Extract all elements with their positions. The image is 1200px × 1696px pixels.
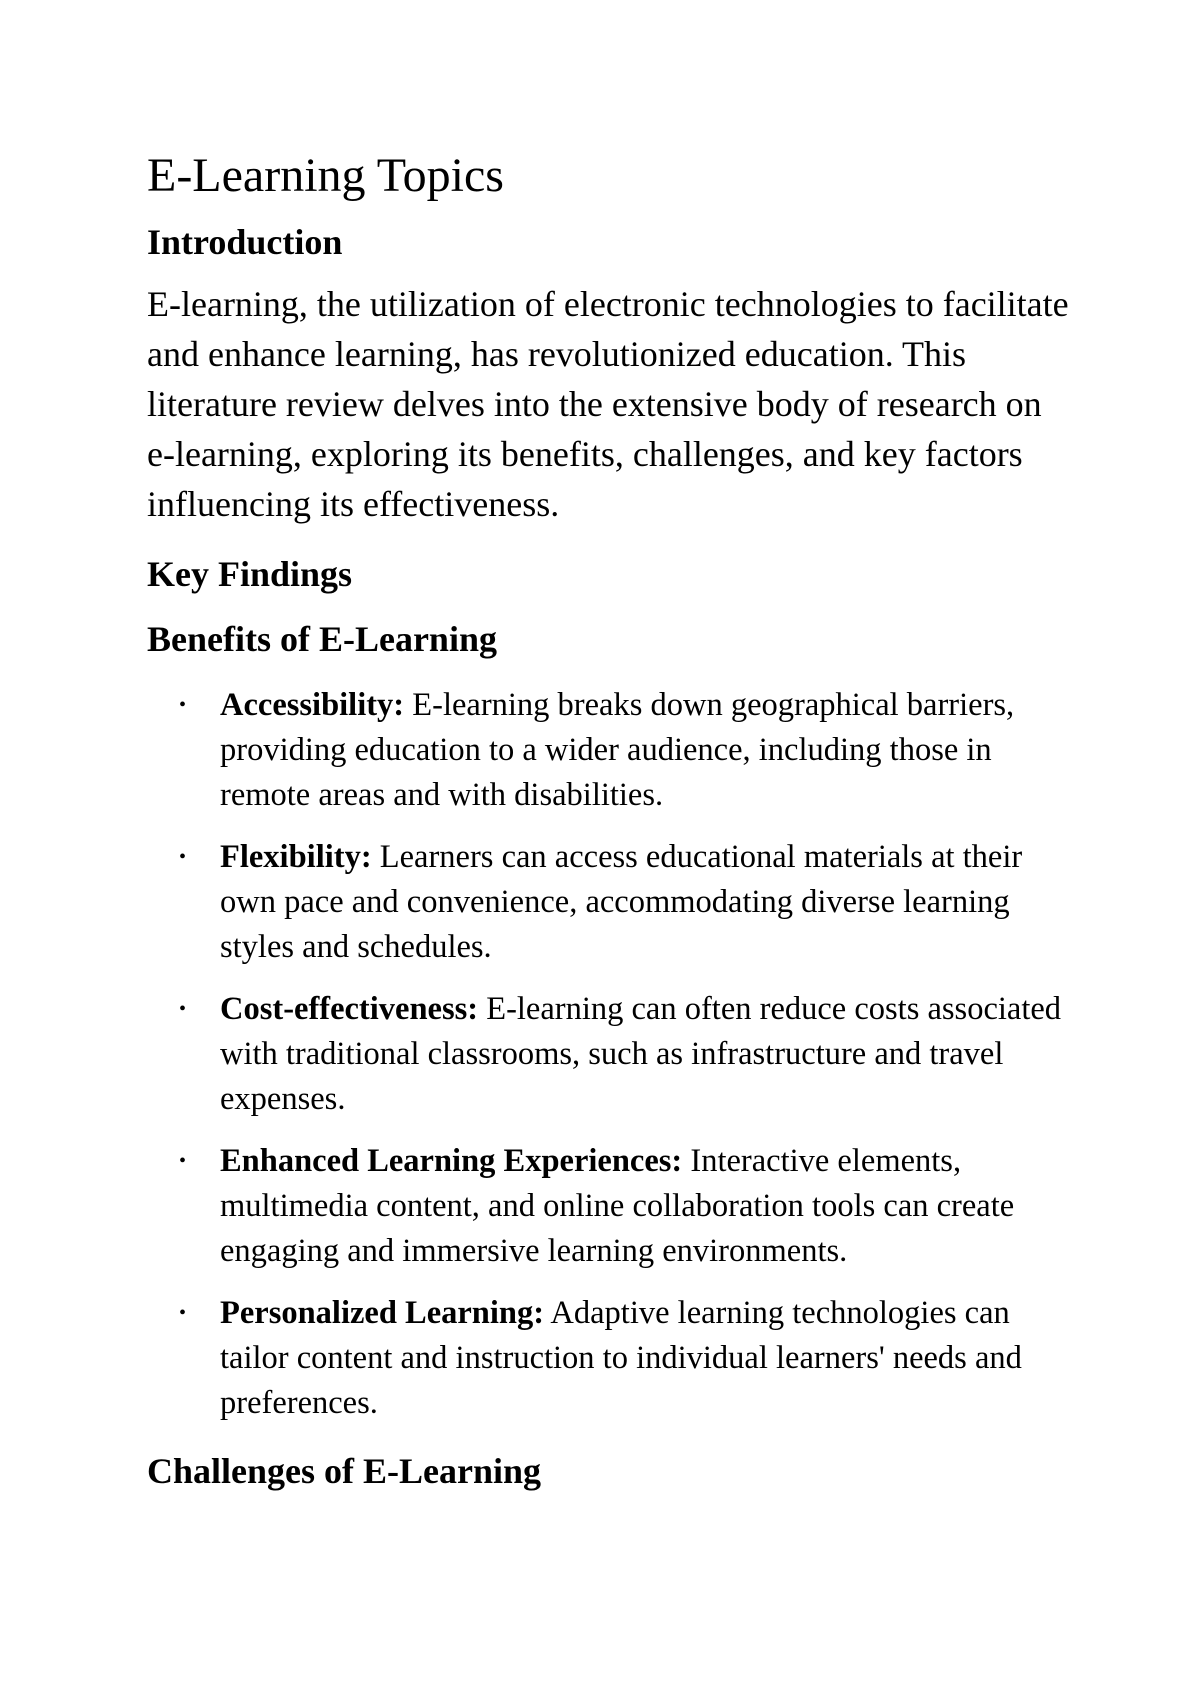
- list-item: [147, 1139, 1077, 1274]
- bullet-icon: •: [179, 1302, 187, 1324]
- list-item: [147, 987, 1077, 1122]
- bullet-icon: •: [179, 998, 187, 1020]
- benefit-description: Adaptive learning technologies can tailor content and instruction to individual learners' needs and preferences.: [220, 1295, 1022, 1421]
- benefit-description: Interactive elements, multimedia content, and online collaboration tools can create engaging and immersive learning environments.: [220, 1143, 1015, 1269]
- list-item: [147, 1291, 1077, 1426]
- list-item: [147, 835, 1077, 970]
- benefits-list: [147, 683, 1077, 1426]
- benefit-term: Enhanced Learning Experiences:: [220, 1143, 683, 1179]
- key-findings-heading: Key Findings: [147, 554, 353, 594]
- challenges-heading: Challenges of E-Learning: [147, 1451, 542, 1491]
- benefit-description: Learners can access educational materials at their own pace and convenience, accommodating diverse learning styles and schedules.: [220, 839, 1023, 965]
- introduction-heading: Introduction: [147, 222, 343, 262]
- document-title: E-Learning Topics: [147, 149, 504, 202]
- benefit-term: Flexibility:: [220, 839, 372, 875]
- bullet-icon: •: [179, 846, 187, 868]
- introduction-paragraph: E-learning, the utilization of electronic technologies to facilitate and enhance learning, has revolutionized education. This literature review delves into the extensive body of research on e-learning, exploring its benefits, challenges, and key factors influencing its effectiveness.: [147, 284, 1069, 524]
- bullet-icon: •: [179, 694, 187, 716]
- benefit-term: Personalized Learning:: [220, 1295, 545, 1331]
- benefit-term: Accessibility:: [220, 687, 405, 723]
- benefit-description: E-learning can often reduce costs associated with traditional classrooms, such as infrastructure and travel expenses.: [220, 991, 1062, 1117]
- benefit-term: Cost-effectiveness:: [220, 991, 479, 1027]
- bullet-icon: •: [179, 1150, 187, 1172]
- document-content: [147, 148, 1077, 1493]
- benefits-heading: Benefits of E-Learning: [147, 619, 497, 659]
- list-item: [147, 683, 1077, 818]
- benefit-description: E-learning breaks down geographical barriers, providing education to a wider audience, including those in remote areas and with disabilities.: [220, 687, 1015, 813]
